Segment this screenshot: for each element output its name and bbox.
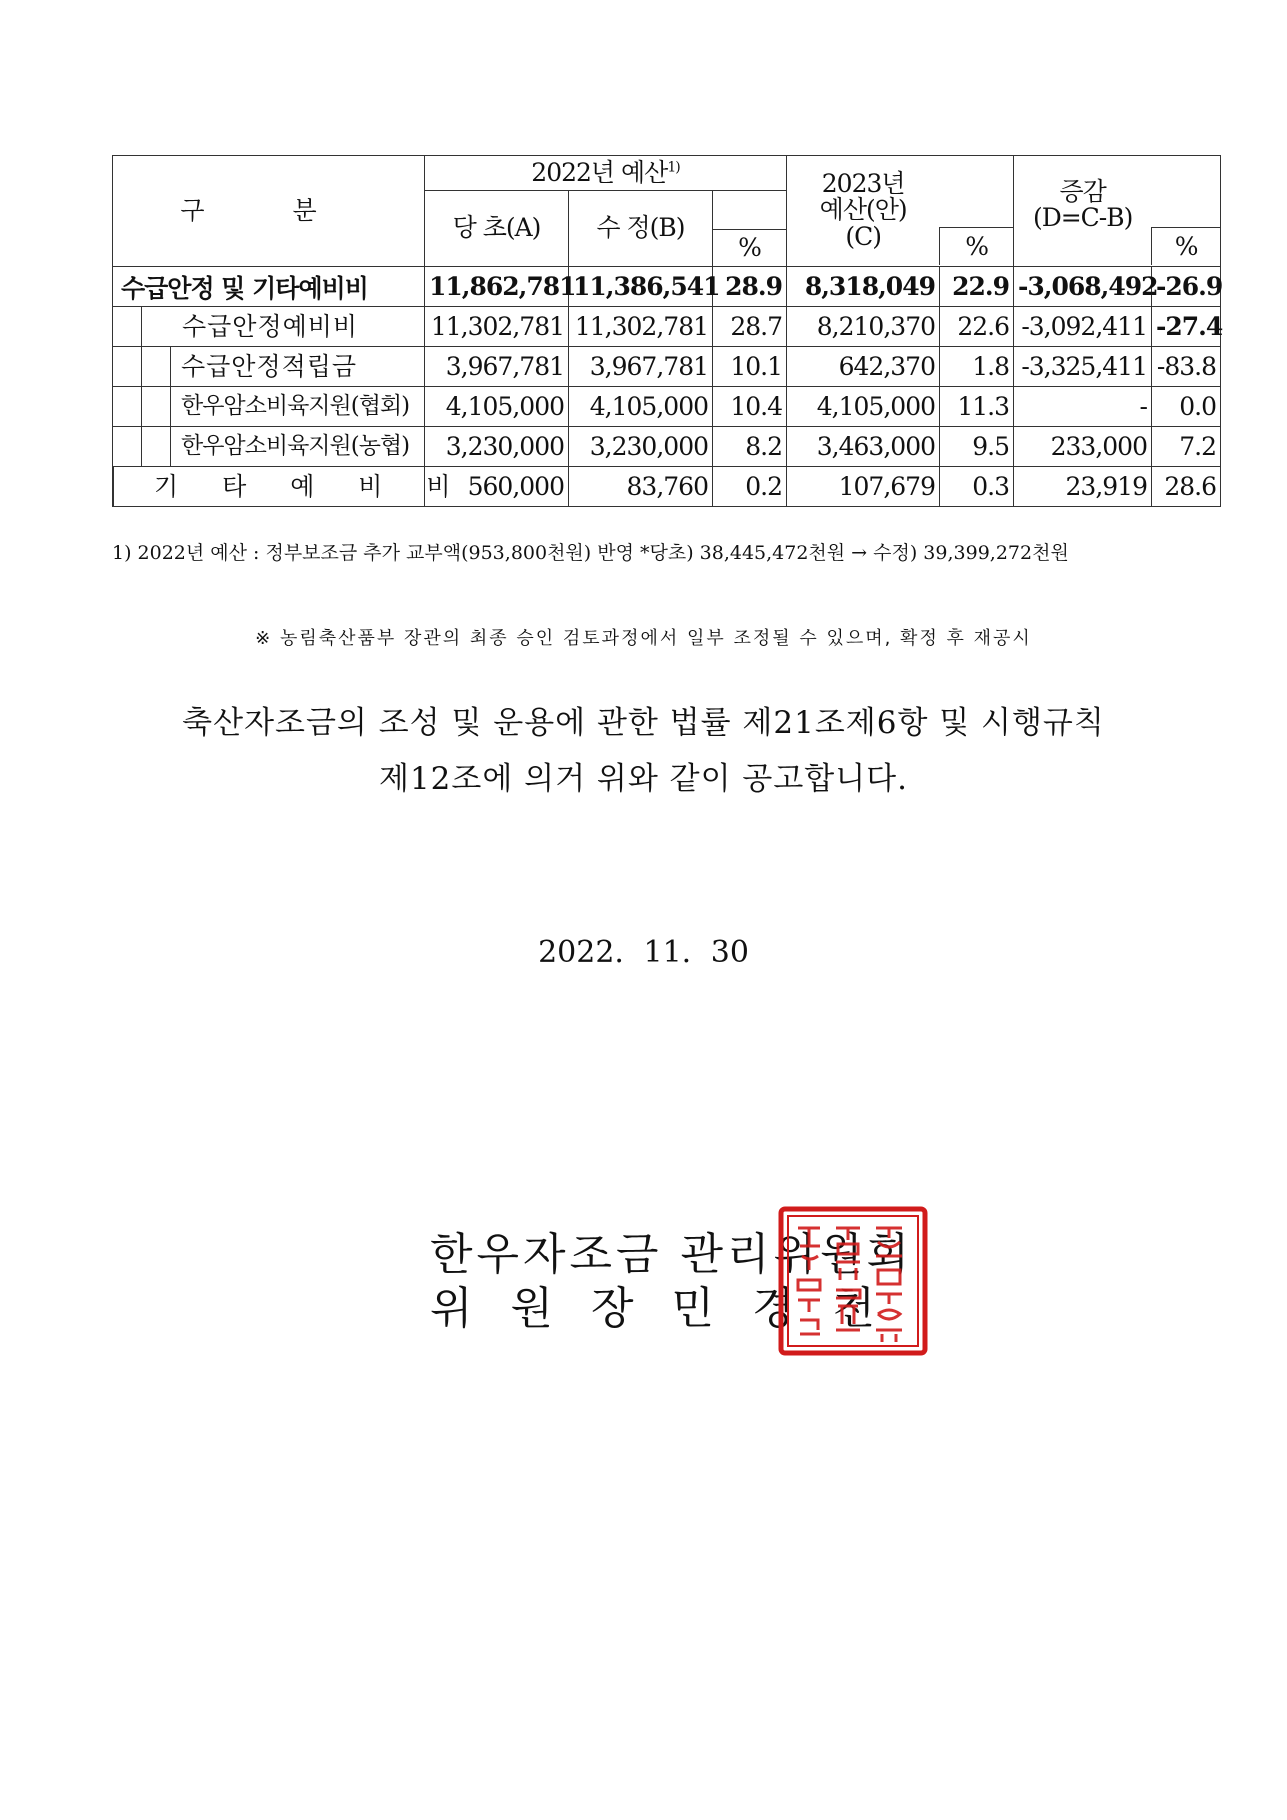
cell-b: 3,230,000 <box>569 427 713 467</box>
cell-b-pct: 10.4 <box>713 387 787 427</box>
cell-a: 560,000 <box>425 467 569 507</box>
cell-b: 11,302,781 <box>569 307 713 347</box>
row-label-cell <box>113 427 425 467</box>
cell-c-pct: 22.6 <box>940 307 1014 347</box>
cell-d: -3,092,411 <box>1014 307 1152 347</box>
cell-b: 11,386,541 <box>569 267 713 307</box>
header-c-pct: % <box>939 227 1013 265</box>
header-b-pct: % <box>713 230 787 267</box>
cell-a: 3,230,000 <box>425 427 569 467</box>
row-label: 한우암소비육지원(농협) <box>170 427 424 466</box>
cell-c: 3,463,000 <box>787 427 940 467</box>
cell-b-pct: 28.9 <box>713 267 787 307</box>
cell-a: 11,302,781 <box>425 307 569 347</box>
organization-name: 한우자조금 관리위원회 <box>430 1229 914 1280</box>
cell-d-pct: 28.6 <box>1152 467 1221 507</box>
header-original: 당 초(A) <box>425 191 569 267</box>
cell-a: 11,862,781 <box>425 267 569 307</box>
cell-c: 8,318,049 <box>787 267 940 307</box>
cell-a: 3,967,781 <box>425 347 569 387</box>
header-gubun: 구 분 <box>113 156 425 267</box>
row-label-cell <box>113 307 425 347</box>
table-row <box>113 267 1221 307</box>
cell-d: -3,325,411 <box>1014 347 1152 387</box>
cell-c: 4,105,000 <box>787 387 940 427</box>
row-label-cell <box>113 387 425 427</box>
table-row <box>113 387 1221 427</box>
header-revised: 수 정(B) <box>569 191 713 267</box>
notice: ※ 농림축산품부 장관의 최종 승인 검토과정에서 일부 조정될 수 있으며, 확정 후 재공시 <box>255 628 1032 649</box>
cell-c-pct: 1.8 <box>940 347 1014 387</box>
cell-c-pct: 9.5 <box>940 427 1014 467</box>
cell-b-pct: 8.2 <box>713 427 787 467</box>
row-label-cell <box>113 347 425 387</box>
cell-d: - <box>1014 387 1152 427</box>
cell-b-pct: 10.1 <box>713 347 787 387</box>
statement-line-1: 축산자조금의 조성 및 운용에 관한 법률 제21조제6항 및 시행규칙 <box>182 705 1105 741</box>
official-seal <box>778 1206 928 1356</box>
footnote: 1) 2022년 예산 : 정부보조금 추가 교부액(953,800천원) 반영 *당초) 38,445,472천원 → 수정) 39,399,272천원 <box>112 542 1069 564</box>
cell-a: 4,105,000 <box>425 387 569 427</box>
cell-b: 83,760 <box>569 467 713 507</box>
signatory-name: 위원장민경천 <box>430 1283 914 1334</box>
cell-b-pct: 28.7 <box>713 307 787 347</box>
row-label: 수급안정 및 기타예비비 <box>113 267 425 307</box>
row-label: 기 타 예 비 비 <box>113 467 469 506</box>
statement <box>0 695 1287 807</box>
header-budget-2022: 2022년 예산$^{1)}$ <box>425 156 787 191</box>
date: 2022. 11. 30 <box>538 935 749 970</box>
table-row <box>113 347 1221 387</box>
cell-d-pct: -27.4 <box>1152 307 1221 347</box>
cell-d: 23,919 <box>1014 467 1152 507</box>
cell-c: 642,370 <box>787 347 940 387</box>
cell-c: 8,210,370 <box>787 307 940 347</box>
cell-c-pct: 22.9 <box>940 267 1014 307</box>
header-budget-2023: 2023년 예산(안) (C) % <box>787 156 1014 267</box>
cell-d-pct: 0.0 <box>1152 387 1221 427</box>
cell-b-pct: 0.2 <box>713 467 787 507</box>
table-row <box>113 307 1221 347</box>
table-row <box>113 427 1221 467</box>
row-label: 수급안정적립금 <box>170 347 424 386</box>
statement-line-2: 제12조에 의거 위와 같이 공고합니다. <box>379 761 908 797</box>
cell-d-pct: -83.8 <box>1152 347 1221 387</box>
cell-d: 233,000 <box>1014 427 1152 467</box>
cell-b: 4,105,000 <box>569 387 713 427</box>
cell-d-pct: 7.2 <box>1152 427 1221 467</box>
header-d-pct: % <box>1151 227 1220 265</box>
cell-d: -3,068,492 <box>1014 267 1152 307</box>
cell-c-pct: 0.3 <box>940 467 1014 507</box>
cell-c: 107,679 <box>787 467 940 507</box>
header-change: 증감 (D=C-B) % <box>1014 156 1221 267</box>
cell-d-pct: -26.9 <box>1152 267 1221 307</box>
budget-table <box>112 155 1221 507</box>
cell-c-pct: 11.3 <box>940 387 1014 427</box>
row-label: 한우암소비육지원(협회) <box>170 387 424 426</box>
cell-b: 3,967,781 <box>569 347 713 387</box>
row-label-cell <box>113 467 469 507</box>
table-row <box>113 467 1221 507</box>
row-label: 수급안정예비비 <box>141 307 424 346</box>
